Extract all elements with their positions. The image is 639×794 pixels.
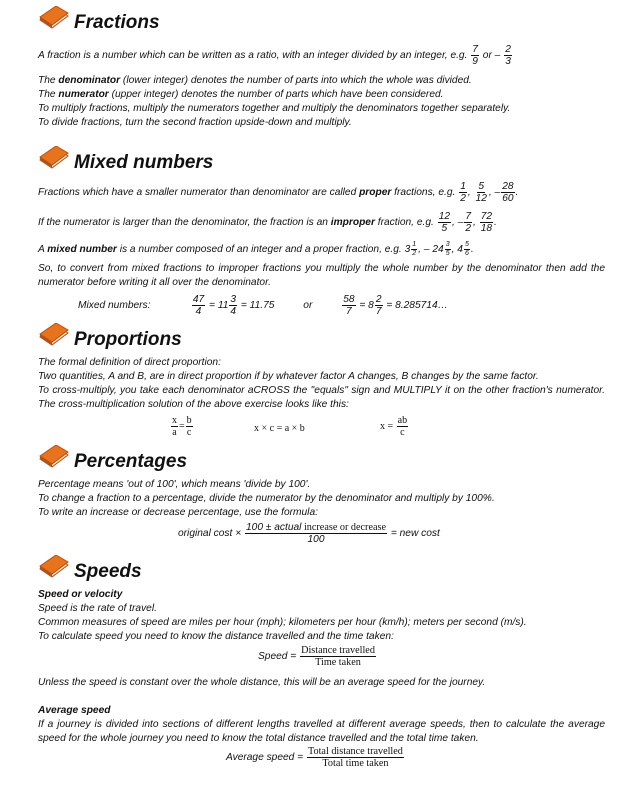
term-mixed-number: mixed number bbox=[47, 244, 117, 256]
mixed-example bbox=[423, 241, 452, 257]
denominator-line bbox=[38, 74, 605, 88]
section-title: Fractions bbox=[74, 12, 160, 33]
speed-line: Unless the speed is constant over the whole distance, this will be an average speed for the journey. bbox=[38, 677, 486, 688]
denominator: c bbox=[186, 427, 192, 438]
percentage-formula bbox=[178, 522, 440, 545]
sign: – bbox=[423, 244, 433, 256]
book-icon bbox=[38, 323, 70, 349]
numerator: 5 bbox=[478, 181, 485, 192]
subheading: Average speed bbox=[38, 705, 111, 716]
numerator-italic: 100 ± actual bbox=[245, 522, 302, 533]
numerator: 7 bbox=[465, 211, 472, 222]
numerator: Total distance travelled bbox=[307, 746, 403, 757]
multiply-line: To multiply fractions, multiply the numerators together and multiply the denominators together separately. bbox=[38, 103, 511, 114]
fractions-intro bbox=[38, 44, 605, 67]
denominator: Time taken bbox=[315, 657, 361, 668]
whole: 8 bbox=[368, 300, 374, 312]
numerator: 3 bbox=[445, 241, 450, 248]
numerator: ab bbox=[397, 415, 408, 426]
decimal-value: = 11.75 bbox=[240, 300, 275, 312]
denominator: 3 bbox=[505, 56, 511, 67]
rhs: = new cost bbox=[390, 528, 440, 540]
text: fraction, e.g. bbox=[374, 217, 434, 229]
denominator: a bbox=[172, 427, 177, 438]
denominator: 18 bbox=[480, 223, 493, 234]
text: fractions, e.g. bbox=[391, 187, 456, 199]
book-icon bbox=[38, 6, 70, 32]
lhs: Speed = bbox=[258, 651, 297, 663]
speed-line: Common measures of speed are miles per hour (mph); kilometers per hour (km/h); meters per second (m/s). bbox=[38, 617, 527, 628]
speed-line: Speed is the rate of travel. bbox=[38, 603, 157, 614]
numerator: 72 bbox=[480, 211, 493, 222]
text: A bbox=[38, 244, 48, 256]
improper-fraction bbox=[342, 294, 355, 317]
numerator: 2 bbox=[505, 44, 511, 55]
numerator: 47 bbox=[192, 294, 205, 305]
denominator: 100 bbox=[307, 534, 325, 545]
fraction bbox=[445, 241, 451, 258]
fraction bbox=[375, 294, 383, 317]
whole: 24 bbox=[432, 244, 444, 256]
numerator bbox=[245, 522, 387, 534]
book-icon bbox=[38, 555, 70, 581]
numerator: b bbox=[186, 415, 192, 426]
cross-multiply-paragraph: To cross-multiply, you take each denominator aCROSS the "equals" sign and MULTIPLY it on the other fraction's numerator. The cross-multiplication solution of the above exercise looks like this: bbox=[38, 385, 605, 410]
fraction-example bbox=[459, 181, 467, 204]
numerator: x bbox=[172, 415, 177, 426]
text: If the numerator is larger than the denominator, the fraction is an bbox=[38, 217, 331, 229]
denominator: 6 bbox=[464, 250, 469, 257]
average-speed-formula bbox=[226, 746, 405, 769]
speed-formula bbox=[258, 645, 377, 668]
mixed-example bbox=[457, 241, 471, 257]
section-title: Percentages bbox=[74, 451, 188, 472]
whole: 4 bbox=[457, 244, 463, 256]
denominator: 9 bbox=[472, 56, 478, 67]
percent-line: To change a fraction to a percentage, divide the numerator by the denominator and multiply by 100%. bbox=[38, 493, 495, 504]
mixed-example bbox=[404, 241, 419, 257]
fraction bbox=[307, 746, 404, 769]
average-speed-paragraph: If a journey is divided into sections of different lengths travelled at different average speeds, then to calculate the average speed for the whole journey you need to know the total distance travelled and the total time taken. bbox=[38, 719, 605, 744]
lhs: x = bbox=[380, 420, 394, 432]
numerator-line bbox=[38, 88, 605, 102]
or-text: or bbox=[303, 300, 313, 312]
fraction bbox=[171, 415, 178, 438]
term-proper: proper bbox=[359, 187, 392, 199]
denominator: 7 bbox=[375, 306, 382, 317]
denominator: 60 bbox=[502, 193, 514, 204]
denominator: 2 bbox=[465, 223, 472, 234]
whole: 11 bbox=[217, 300, 229, 312]
fraction-example bbox=[504, 44, 512, 67]
section-title: Speeds bbox=[74, 561, 142, 582]
convert-paragraph: So, to convert from mixed fractions to improper fractions you multiply the whole number by the denominator then add the numerator before writing it all over the denominator. bbox=[38, 263, 605, 288]
numerator: 28 bbox=[502, 181, 514, 192]
numerator: 58 bbox=[343, 294, 355, 305]
denominator: Total time taken bbox=[322, 758, 389, 769]
denominator: 5 bbox=[445, 250, 450, 257]
fraction bbox=[186, 415, 193, 438]
text: (lower integer) denotes the number of parts into which the whole was divided. bbox=[120, 75, 472, 86]
percent-line: To write an increase or decrease percentage, use the formula: bbox=[38, 507, 318, 518]
speed-line: To calculate speed you need to know the distance travelled and the time taken: bbox=[38, 631, 394, 642]
fraction-example bbox=[480, 211, 493, 234]
fraction bbox=[464, 241, 470, 258]
numerator-roman: increase or decrease bbox=[301, 522, 386, 533]
denominator: 4 bbox=[230, 306, 237, 317]
term-denominator: denominator bbox=[58, 75, 121, 86]
definition-text: Two quantities, A and B, are in direct proportion if by whatever factor A changes, B changes by the same factor. bbox=[38, 371, 539, 382]
numerator: 3 bbox=[230, 294, 237, 305]
subheading: Speed or velocity bbox=[38, 589, 123, 600]
text: is a number composed of an integer and a proper fraction, e.g. bbox=[116, 244, 402, 256]
fraction bbox=[397, 415, 408, 438]
denominator: 2 bbox=[412, 250, 417, 257]
divide-line: To divide fractions, turn the second fraction upside-down and multiply. bbox=[38, 117, 352, 128]
fraction bbox=[229, 294, 237, 317]
whole: 3 bbox=[404, 244, 411, 256]
section-title: Mixed numbers bbox=[74, 152, 214, 173]
text: The bbox=[38, 89, 59, 100]
text: The bbox=[38, 75, 59, 86]
example-label: Mixed numbers: bbox=[78, 300, 151, 312]
numerator: 7 bbox=[472, 44, 478, 55]
intro-text: A fraction is a number which can be written as a ratio, with an integer divided by an integer, e.g. bbox=[38, 50, 468, 62]
or-text: or – bbox=[482, 50, 501, 62]
numerator: 12 bbox=[438, 211, 451, 222]
denominator: 5 bbox=[441, 223, 448, 234]
lhs: Average speed = bbox=[226, 752, 304, 764]
numerator: 1 bbox=[412, 241, 417, 248]
improper-fraction bbox=[192, 294, 205, 317]
section-title: Proportions bbox=[74, 329, 182, 350]
numerator: 2 bbox=[375, 294, 382, 305]
lhs: original cost × bbox=[178, 528, 242, 540]
solution-equation bbox=[380, 415, 409, 438]
fraction bbox=[411, 241, 417, 258]
denominator: 4 bbox=[195, 306, 202, 317]
book-icon bbox=[38, 146, 70, 172]
proportion-equation: $\frac{x}{a}$ = $\frac{b}{c}$ bbox=[172, 415, 192, 438]
fraction-example bbox=[501, 181, 514, 204]
denominator: 7 bbox=[346, 306, 352, 317]
fraction-example bbox=[464, 211, 472, 234]
book-icon bbox=[38, 445, 70, 471]
fraction-example bbox=[438, 211, 451, 234]
numerator: Distance travelled bbox=[301, 645, 375, 656]
fraction-example bbox=[471, 44, 479, 67]
text: (upper integer) denotes the number of parts which have been considered. bbox=[108, 89, 444, 100]
numerator: 1 bbox=[460, 181, 466, 192]
fraction-example bbox=[475, 181, 488, 204]
mixed-example-row: Mixed numbers: $\frac{47}{4}$ = 11 $\frac{3}{4}$ = 11.75 or $\frac{58}{7}$ = 8 $\frac{2}{7}$ = 8.285714… bbox=[78, 294, 448, 317]
numerator: 5 bbox=[464, 241, 469, 248]
text: Fractions which have a smaller numerator than denominator are called bbox=[38, 187, 360, 199]
mixed-number-line: A mixed number is a number composed of an integer and a proper fraction, e.g. 3 $\frac{1}{2}$ , – 24 $\frac{3}{5}$ , 4 $\frac{5}{6}$ . bbox=[38, 241, 474, 257]
decimal-value: = 8.285714… bbox=[386, 300, 448, 312]
definition-heading: The formal definition of direct proportion: bbox=[38, 357, 221, 368]
percent-line: Percentage means 'out of 100', which means 'divide by 100'. bbox=[38, 479, 311, 490]
term-improper: improper bbox=[330, 217, 375, 229]
improper-line: If the numerator is larger than the denominator, the fraction is an improper fraction, e.g. $\frac{12}{5}$ , – $\frac{7}{2}$ , $\frac{72}{18}$ . bbox=[38, 211, 497, 234]
fraction bbox=[300, 645, 376, 668]
cross-product-equation: x × c = a × b bbox=[254, 423, 305, 434]
proper-line: Fractions which have a smaller numerator than denominator are called proper fractions, e.g. $\frac{1}{2}$ , $\frac{5}{12}$ , – $\frac{28}{60}$ . bbox=[38, 181, 519, 204]
fraction bbox=[245, 522, 387, 545]
denominator: c bbox=[400, 427, 405, 438]
denominator: 12 bbox=[475, 193, 487, 204]
term-numerator: numerator bbox=[58, 89, 109, 100]
denominator: 2 bbox=[460, 193, 466, 204]
